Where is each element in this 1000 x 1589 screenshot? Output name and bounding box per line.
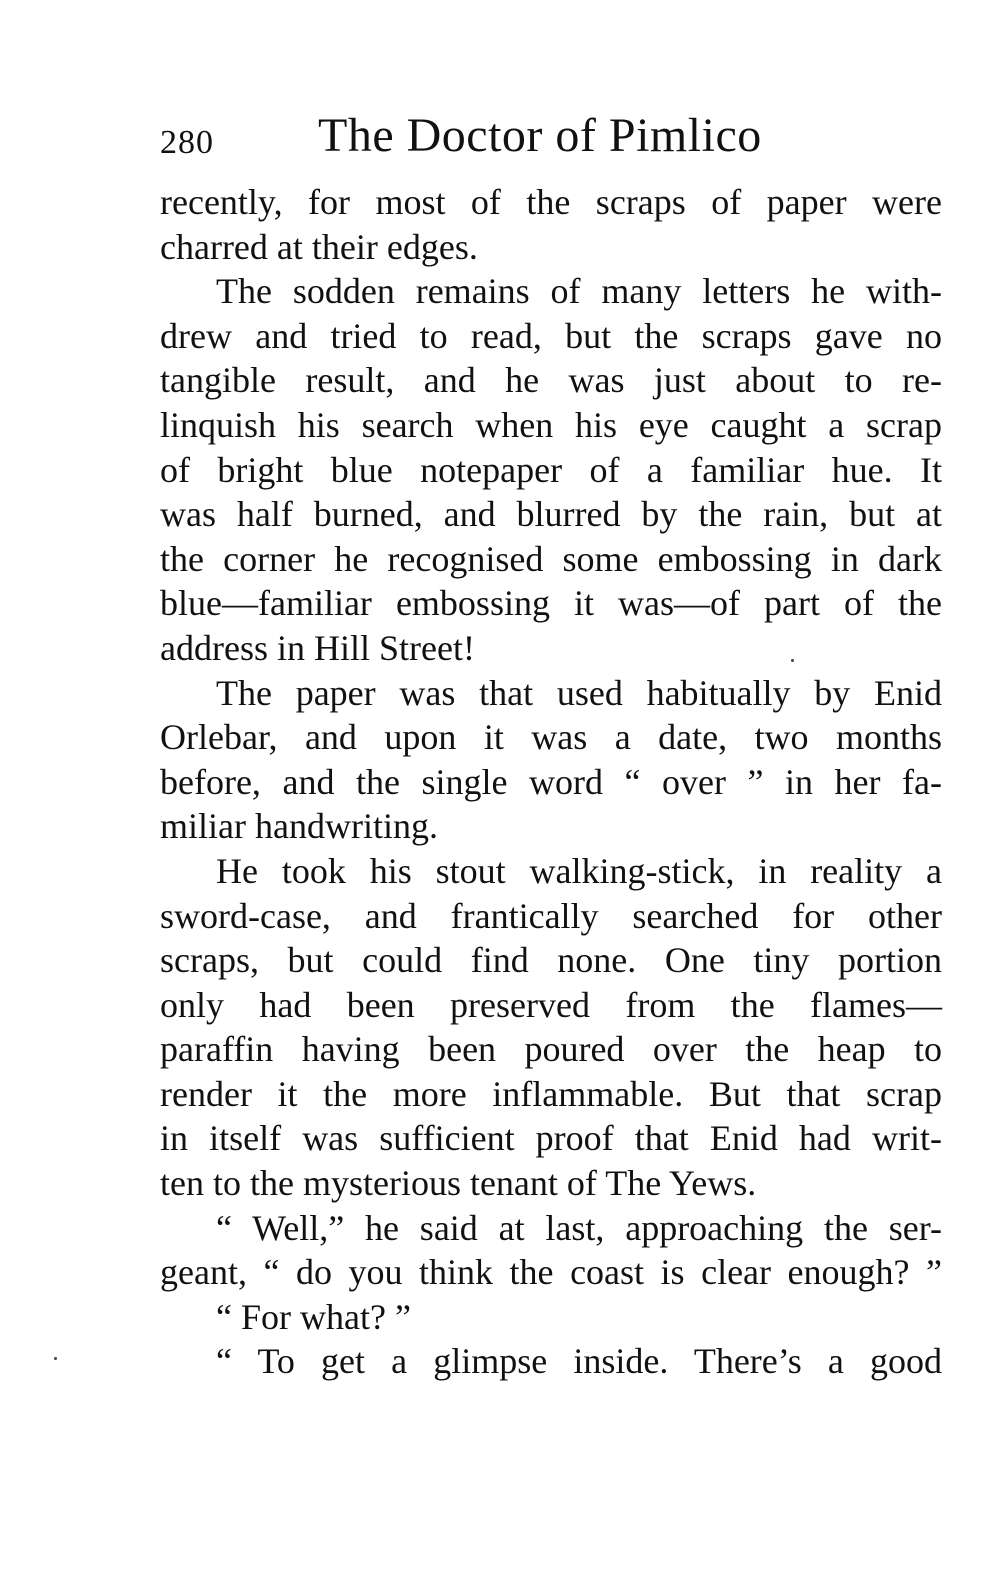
text-line: “ Well,” he said at last, approaching the ser- (216, 1207, 942, 1248)
text-line: miliar handwriting. (160, 806, 438, 847)
body-text (160, 180, 942, 1384)
text-line: The paper was that used habitually by Enid (216, 672, 942, 713)
text-line: geant, “ do you think the coast is clear enough? ” (160, 1252, 942, 1293)
text-line: before, and the single word “ over ” in her fa- (160, 761, 942, 802)
text-line: blue—familiar embossing it was—of part of the (160, 583, 942, 624)
text-line: recently, for most of the scraps of paper were (160, 182, 942, 222)
text-line: address in Hill Street! (160, 627, 475, 668)
text-line: He took his stout walking-stick, in reality a (216, 850, 942, 891)
text-line: the corner he recognised some embossing in dark (160, 538, 942, 579)
page-number: 280 (160, 124, 214, 161)
text-line: sword-case, and frantically searched for other (160, 895, 942, 936)
text-line: paraffin having been poured over the heap to (160, 1029, 942, 1070)
text-line: scraps, but could find none. One tiny portion (160, 940, 942, 981)
text-line: of bright blue notepaper of a familiar hue. It (160, 449, 942, 490)
text-line: The sodden remains of many letters he with- (216, 271, 942, 312)
text-line: tangible result, and he was just about to re- (160, 360, 942, 401)
text-line: “ To get a glimpse inside. There’s a good (216, 1341, 942, 1382)
text-line: charred at their edges. (160, 226, 478, 267)
page-header (160, 108, 940, 168)
running-title: The Doctor of Pimlico (318, 109, 762, 162)
text-line: only had been preserved from the flames— (160, 984, 942, 1025)
text-line: linquish his search when his eye caught a scrap (160, 404, 942, 445)
text-line: Orlebar, and upon it was a date, two months (160, 717, 942, 758)
text-line: render it the more inflammable. But that scrap (160, 1073, 942, 1114)
text-line: “ For what? ” (216, 1296, 411, 1337)
text-line: in itself was sufficient proof that Enid had writ- (160, 1118, 942, 1159)
text-line: ten to the mysterious tenant of The Yews. (160, 1163, 757, 1204)
print-speck (791, 659, 794, 662)
print-speck (54, 1357, 57, 1360)
text-line: was half burned, and blurred by the rain, but at (160, 494, 942, 535)
text-line: drew and tried to read, but the scraps gave no (160, 315, 942, 356)
